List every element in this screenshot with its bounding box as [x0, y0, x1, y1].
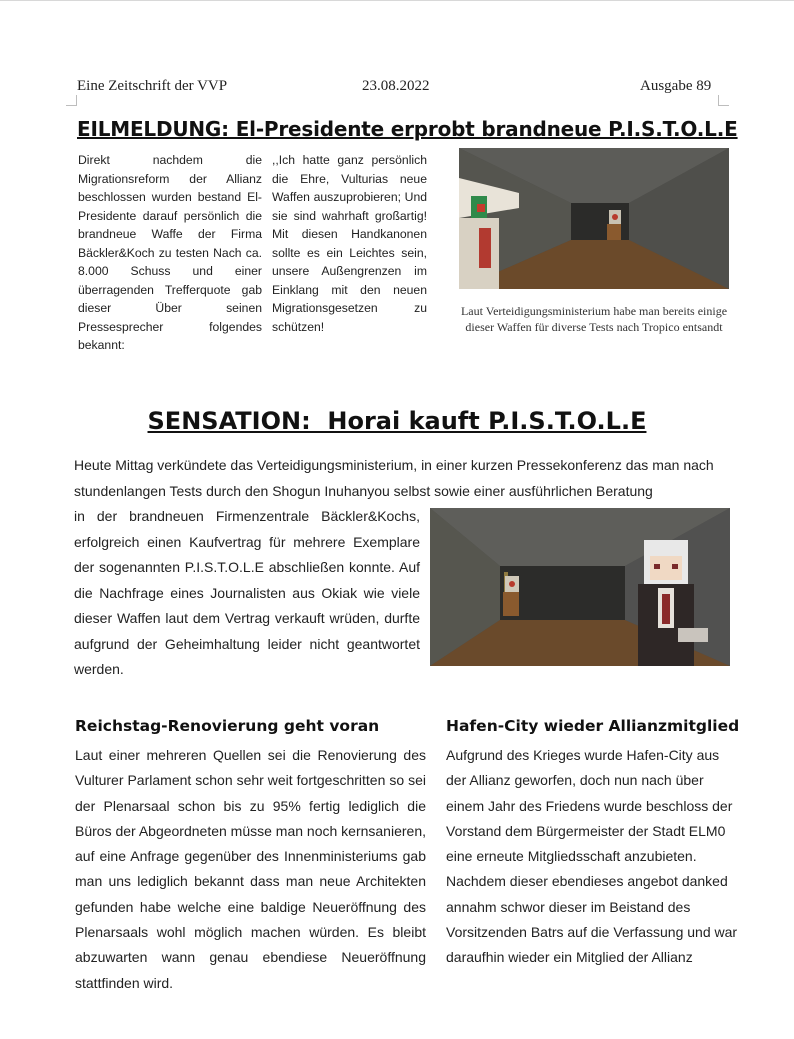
shooting-range-image: [459, 148, 729, 289]
margin-mark-right: [718, 95, 729, 106]
article1-column1: Direkt nachdem die Migrationsreform der Allianz beschlossen wurden bestand El-Presidente darauf persönlich die brandneue Waffe der Firma Bäckler&Koch zu testen Nach ca. 8.000 Schuss und einer überragenden Trefferquote gab dieser Über seinen Pressesprecher folgendes bekannt:: [78, 153, 262, 352]
header-issue: Ausgabe 89: [640, 78, 712, 94]
margin-mark-left: [66, 95, 77, 106]
range-with-character-image: [430, 508, 730, 666]
header-publication: Eine Zeitschrift der VVP: [77, 78, 228, 94]
article1-column2: ,,Ich hatte ganz persönlich die Ehre, Vulturias neue Waffen auszuprobieren; Und sie sind wahrhaft großartig! Mit diesen Handkanonen sollte es ein Leichtes sein, unsere Außengrenzen im Einklang mit den neuen Migrationsgesetzen zu schützen!: [272, 153, 427, 334]
article3-title: Reichstag-Renovierung geht voran: [75, 717, 380, 735]
article2-title: SENSATION: Horai kauft P.I.S.T.O.L.E: [147, 407, 647, 435]
page-top-border: [0, 0, 794, 1]
article1-title: EILMELDUNG: El-Presidente erprobt brandneue P.I.S.T.O.L.E: [77, 117, 738, 141]
article4-body: Aufgrund des Krieges wurde Hafen-City aus der Allianz geworfen, doch nun nach über einem Jahr des Friedens wurde beschloss der Vorstand dem Bürgermeister der Stadt ELM0 eine erneute Mitgliedsschaft anzubieten. Nachdem dieser ebendieses angebot danked annahm schwor dieser im Beistand des Vorsitzenden Batrs auf die Verfassung und war daraufhin wieder ein Mitglied der Allianz: [446, 747, 738, 966]
image-caption: Laut Verteidigungsministerium habe man bereits einige dieser Waffen für diverse Tests nach Tropico entsandt: [460, 304, 728, 334]
article4-title: Hafen-City wieder Allianzmitglied: [446, 717, 740, 735]
article2-body: in der brandneuen Firmenzentrale Bäckler&Kochs, erfolgreich einen Kaufvertrag für mehrere Exemplare der sogenannten P.I.S.T.O.L.E abschließen konnte. Auf die Nachfrage eines Journalisten aus Okiak wie viele dieser Waffen laut dem Vertrag verkauft wrüden, durfte aufgrund der Geheimhaltung leider nicht geantwortet werden.: [74, 508, 420, 677]
article3-body: Laut einer mehreren Quellen sei die Renovierung des Vulturer Parlament schon sehr weit fortgeschritten so sei der Plenarsaal schon bis zu 95% fertig lediglich die Büros der Abgeordneten müsse man noch kernsanieren, auf eine Anfrage gegenüber des Innenministeriums gab man uns lediglich bekannt dass man neue Architekten gefunden habe welche eine baldige Neueröffnung des Plenarsaals wohl möglich machen würden. Es bleibt abzuwarten wann genau ebendiese Neueröffnung stattfinden wird.: [75, 747, 426, 991]
header-date: 23.08.2022: [362, 78, 430, 94]
article2-lead: Heute Mittag verkündete das Verteidigungsministerium, in einer kurzen Pressekonferenz das man nach stundenlangen Tests durch den Shogun Inuhanyou selbst sowie einer ausführlichen Beratung: [74, 457, 714, 499]
